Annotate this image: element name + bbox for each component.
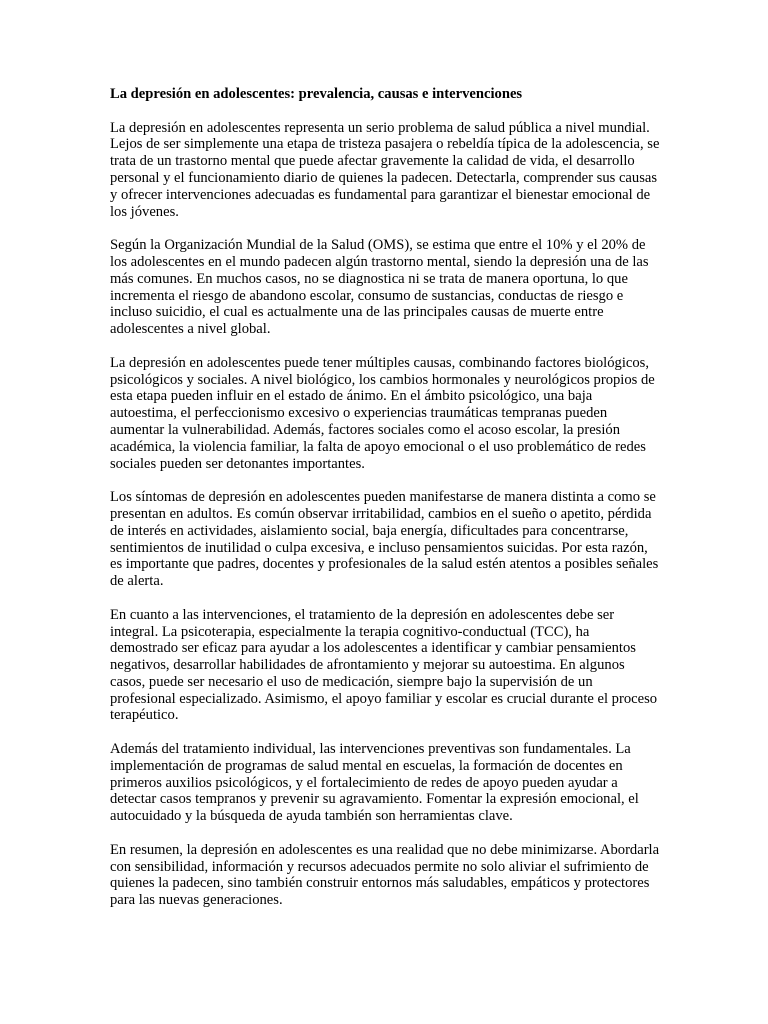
paragraph-prevention: Además del tratamiento individual, las intervenciones preventivas son fundamentales. La implementación de programas de salud mental en escuelas, la formación de docentes en primeros auxilios psicológicos, y el fortalecimiento de redes de apoyo pueden ayudar a detectar casos tempranos y prevenir su agravamiento. Fomentar la expresión emocional, el autocuidado y la búsqueda de ayuda también son herramientas clave.: [110, 741, 639, 825]
paragraph-prevalence: Según la Organización Mundial de la Salud (OMS), se estima que entre el 10% y el 20% de los adolescentes en el mundo padecen algún trastorno mental, siendo la depresión una de las más comunes. En muchos casos, no se diagnostica ni se trata de manera oportuna, lo que incrementa el riesgo de abandono escolar, consumo de sustancias, conductas de riesgo e incluso suicidio, el cual es actualmente una de las principales causas de muerte entre adolescentes a nivel global.: [110, 237, 649, 338]
paragraph-causes: La depresión en adolescentes puede tener múltiples causas, combinando factores biológicos, psicológicos y sociales. A nivel biológico, los cambios hormonales y neurológicos propios de esta etapa pueden influir en el estado de ánimo. En el ámbito psicológico, una baja autoestima, el perfeccionismo excesivo o experiencias traumáticas tempranas pueden aumentar la vulnerabilidad. Además, factores sociales como el acoso escolar, la presión académica, la violencia familiar, la falta de apoyo emocional o el uso problemático de redes sociales pueden ser detonantes importantes.: [110, 354, 655, 472]
document-page: [110, 86, 660, 926]
paragraph-symptoms: Los síntomas de depresión en adolescentes pueden manifestarse de manera distinta a como se presentan en adultos. Es común observar irritabilidad, cambios en el sueño o apetito, pérdida de interés en actividades, aislamiento social, baja energía, dificultades para concentrarse, sentimientos de inutilidad o culpa excesiva, e incluso pensamientos suicidas. Por esta razón, es importante que padres, docentes y profesionales de la salud estén atentos a posibles señales de alerta.: [110, 489, 659, 590]
paragraph-interventions: En cuanto a las intervenciones, el tratamiento de la depresión en adolescentes debe ser integral. La psicoterapia, especialmente la terapia cognitivo-conductual (TCC), ha demostrado ser eficaz para ayudar a los adolescentes a identificar y cambiar pensamientos negativos, desarrollar habilidades de afrontamiento y mejorar su autoestima. En algunos casos, puede ser necesario el uso de medicación, siempre bajo la supervisión de un profesional especializado. Asimismo, el apoyo familiar y escolar es crucial durante el proceso terapéutico.: [110, 606, 658, 724]
paragraph-conclusion: En resumen, la depresión en adolescentes es una realidad que no debe minimizarse. Abordarla con sensibilidad, información y recursos adecuados permite no solo aliviar el sufrimiento de quienes la padecen, sino también construir entornos más saludables, empáticos y protectores para las nuevas generaciones.: [110, 841, 660, 909]
paragraph-intro: La depresión en adolescentes representa un serio problema de salud pública a nivel mundial. Lejos de ser simplemente una etapa de tristeza pasajera o rebeldía típica de la adolescencia, se trata de un trastorno mental que puede afectar gravemente la calidad de vida, el desarrollo personal y el funcionamiento diario de quienes la padecen. Detectarla, comprender sus causas y ofrecer intervenciones adecuadas es fundamental para garantizar el bienestar emocional de los jóvenes.: [110, 119, 660, 220]
document-title: La depresión en adolescentes: prevalencia, causas e intervenciones: [110, 86, 523, 102]
